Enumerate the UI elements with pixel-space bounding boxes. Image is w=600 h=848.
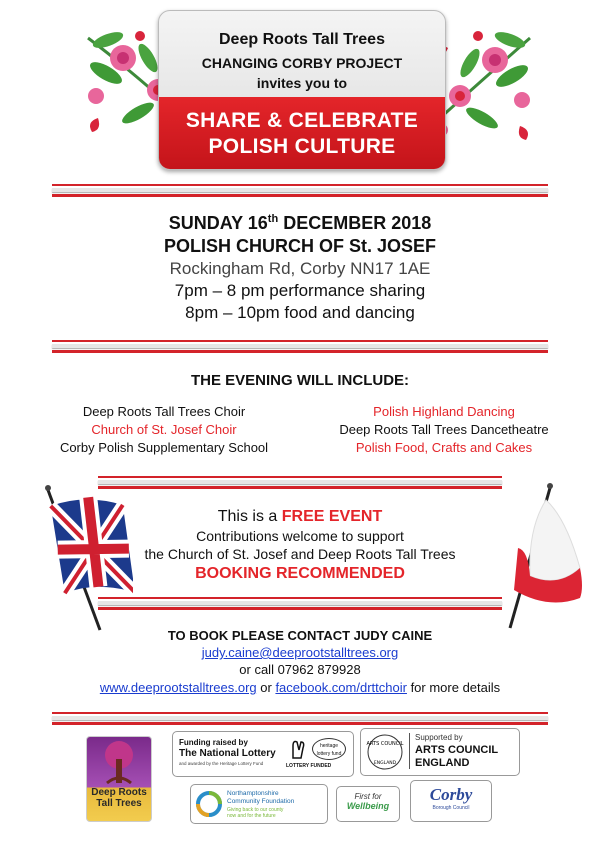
svg-text:ENGLAND: ENGLAND [373,761,397,766]
tree-icon [87,737,151,787]
list-item: Deep Roots Tall Trees Choir [82,404,246,419]
divider [98,597,502,611]
contact-phone: or call 07962 879928 [239,662,361,677]
invite-text: invites you to [256,75,348,91]
website-link[interactable]: www.deeprootstalltrees.org [99,680,257,695]
divider [52,712,548,726]
free-event-label: FREE EVENT [281,508,383,525]
community-ring-icon [195,790,223,818]
list-item: Corby Polish Supplementary School [59,440,269,455]
list-item: Polish Food, Crafts and Cakes [355,440,533,455]
divider [52,340,548,354]
floral-decoration-right [430,18,540,148]
contact-email-row [0,645,600,660]
svg-text:ARTS COUNCIL: ARTS COUNCIL [366,741,404,747]
title-line-1: SHARE & CELEBRATE [185,109,419,132]
arts-council-ring-icon [365,732,405,772]
national-lottery-logo: Funding raised by The National Lottery and awarded by the Heritage Lottery Fund heritage lottery fund LOTTERY FUNDED [172,731,354,777]
arts-council-logo: ARTS COUNCIL ENGLAND Supported by ARTS COUNCIL ENGLAND [360,728,520,776]
organisation-name: Deep Roots Tall Trees [219,31,385,48]
event-time-2: 8pm – 10pm food and dancing [185,303,415,322]
logo-text: Deep Roots [91,787,147,798]
logo-text: Tall Trees [96,798,142,809]
title-banner [159,97,445,169]
header-badge [158,10,446,170]
free-event-line: This is a FREE EVENT [217,508,383,525]
title-line-2: POLISH CULTURE [208,135,396,158]
contact-web-row: www.deeprootstalltrees.org or facebook.com/drttchoir for more details [99,680,501,695]
event-address: Rockingham Rd, Corby NN17 1AE [169,259,431,278]
divider [52,184,548,198]
deep-roots-logo [86,736,152,822]
facebook-link[interactable]: facebook.com/drttchoir [275,680,407,695]
contact-heading: TO BOOK PLEASE CONTACT JUDY CAINE [167,628,433,643]
crossed-fingers-icon [287,738,307,760]
programme-heading: THE EVENING WILL INCLUDE: [190,372,410,389]
event-time-1: 7pm – 8 pm performance sharing [174,281,426,300]
corby-council-logo: Corby Borough Council [410,780,492,822]
support-line: the Church of St. Josef and Deep Roots Tall Trees [144,546,456,562]
list-item: Polish Highland Dancing [373,404,515,419]
event-date: SUNDAY 16th DECEMBER 2018 [168,213,432,233]
booking-recommended: BOOKING RECOMMENDED [195,565,405,582]
divider [98,476,502,490]
list-item: Church of St. Josef Choir [91,422,237,437]
event-venue: POLISH CHURCH OF St. JOSEF [163,236,437,256]
programme-right-list [304,403,584,457]
community-foundation-logo: Northamptonshire Community Foundation Giving back to our county now and for the future [190,784,328,824]
list-item: Deep Roots Tall Trees Dancetheatre [339,422,549,437]
programme-left-list [24,403,304,457]
contributions-line: Contributions welcome to support [196,528,404,544]
email-link[interactable]: judy.caine@deeprootstalltrees.org [201,645,399,660]
project-name: CHANGING CORBY PROJECT [201,55,403,71]
first-for-wellbeing-logo: First for Wellbeing [336,786,400,822]
